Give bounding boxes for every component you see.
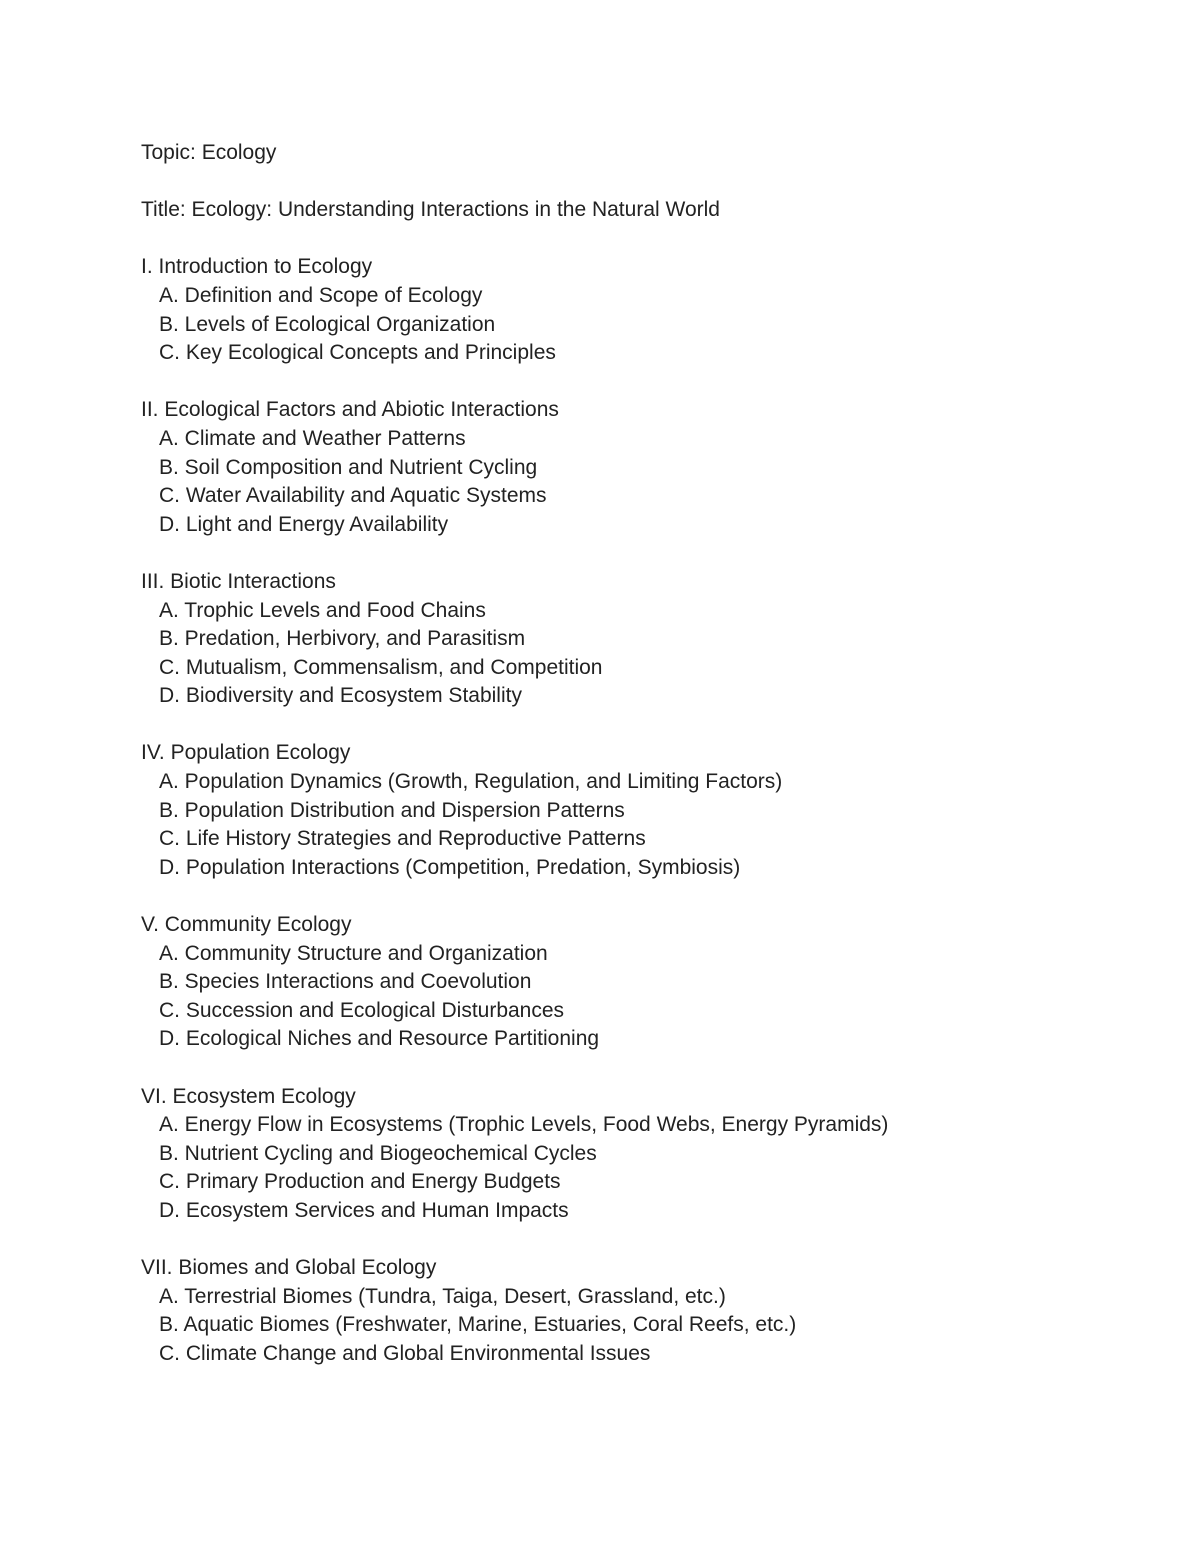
outline-item: A. Energy Flow in Ecosystems (Trophic Levels, Food Webs, Energy Pyramids) — [159, 1113, 889, 1137]
outline-section-3 — [141, 568, 1141, 711]
spacer — [141, 882, 1141, 911]
outline-item: A. Terrestrial Biomes (Tundra, Taiga, Desert, Grassland, etc.) — [159, 1284, 726, 1308]
section-heading: III. Biotic Interactions — [141, 569, 336, 593]
section-heading: VII. Biomes and Global Ecology — [141, 1256, 437, 1280]
outline-section-7 — [141, 1254, 1141, 1368]
outline-item: C. Water Availability and Aquatic Systems — [159, 484, 547, 508]
outline-item: B. Nutrient Cycling and Biogeochemical Cycles — [159, 1141, 597, 1165]
outline-item: B. Predation, Herbivory, and Parasitism — [159, 627, 526, 651]
spacer — [141, 225, 1141, 254]
section-heading: VI. Ecosystem Ecology — [141, 1084, 356, 1108]
outline-item: D. Population Interactions (Competition, Predation, Symbiosis) — [159, 855, 741, 879]
spacer — [141, 1226, 1141, 1255]
spacer — [141, 168, 1141, 197]
spacer — [141, 368, 1141, 397]
outline-item: C. Life History Strategies and Reproductive Patterns — [159, 827, 646, 851]
outline-item: C. Key Ecological Concepts and Principles — [159, 341, 556, 365]
spacer — [141, 539, 1141, 568]
section-heading: I. Introduction to Ecology — [141, 255, 373, 279]
outline-item: A. Definition and Scope of Ecology — [159, 283, 483, 307]
outline-item: B. Species Interactions and Coevolution — [159, 970, 532, 994]
outline-section-6 — [141, 1083, 1141, 1226]
outline-item: D. Biodiversity and Ecosystem Stability — [159, 684, 522, 708]
outline-item: B. Soil Composition and Nutrient Cycling — [159, 455, 538, 479]
outline-item: A. Trophic Levels and Food Chains — [159, 598, 486, 622]
outline-section-2 — [141, 396, 1141, 539]
outline-item: C. Succession and Ecological Disturbances — [159, 998, 565, 1022]
outline-item: A. Population Dynamics (Growth, Regulation, and Limiting Factors) — [159, 770, 783, 794]
section-heading: II. Ecological Factors and Abiotic Interactions — [141, 398, 559, 422]
outline-section-5 — [141, 911, 1141, 1054]
outline-item: A. Community Structure and Organization — [159, 941, 548, 965]
outline-item: C. Mutualism, Commensalism, and Competition — [159, 655, 603, 679]
topic-line: Topic: Ecology — [141, 141, 277, 164]
outline-item: B. Levels of Ecological Organization — [159, 312, 496, 336]
spacer — [141, 1054, 1141, 1083]
spacer — [141, 711, 1141, 740]
document-body — [141, 139, 1141, 1369]
outline-item: C. Primary Production and Energy Budgets — [159, 1170, 561, 1194]
outline-item: A. Climate and Weather Patterns — [159, 426, 466, 450]
outline-section-1 — [141, 253, 1141, 367]
outline-section-4 — [141, 739, 1141, 882]
outline-item: B. Aquatic Biomes (Freshwater, Marine, Estuaries, Coral Reefs, etc.) — [159, 1313, 797, 1337]
title-line: Title: Ecology: Understanding Interactions in the Natural World — [141, 198, 720, 222]
section-heading: V. Community Ecology — [141, 913, 352, 937]
outline-item: D. Light and Energy Availability — [159, 512, 449, 536]
outline-item: D. Ecosystem Services and Human Impacts — [159, 1198, 569, 1222]
outline-item: C. Climate Change and Global Environmental Issues — [159, 1341, 651, 1365]
section-heading: IV. Population Ecology — [141, 741, 351, 765]
outline-item: B. Population Distribution and Dispersion Patterns — [159, 798, 625, 822]
outline-item: D. Ecological Niches and Resource Partitioning — [159, 1027, 600, 1051]
